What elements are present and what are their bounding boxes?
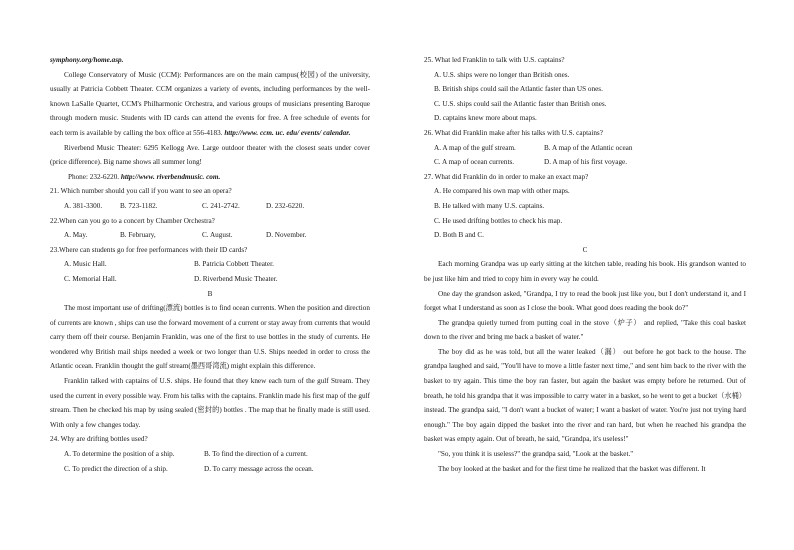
passage-c-paragraph-5: "So, you think it is useless?" the grandpa said, "Look at the basket." bbox=[438, 450, 634, 459]
q24-option-c: C. To predict the direction of a ship. bbox=[64, 464, 168, 473]
q27-option-b: B. He talked with many U.S. captains. bbox=[434, 201, 545, 210]
section-b-heading: B bbox=[207, 289, 213, 298]
question-26: 26. What did Franklin make after his talks with U.S. captains? bbox=[424, 128, 603, 137]
q25-option-b: B. British ships could sail the Atlantic faster than US ones. bbox=[434, 85, 603, 94]
question-24: 24. Why are drifting bottles used? bbox=[50, 435, 148, 444]
q23-options-row1 bbox=[50, 257, 370, 272]
passage-c-paragraph-1: Each morning Grandpa was up early sitting at the kitchen table, reading his book. His grandson wanted to be just like him and tried to copy him in every way he could. bbox=[424, 260, 746, 283]
q27-option-c: C. He used drifting bottles to check his map. bbox=[434, 216, 563, 225]
q24-options-row1 bbox=[50, 447, 370, 462]
question-22: 22.When can you go to a concert by Chamber Orchestra? bbox=[50, 216, 215, 225]
riverbend-paragraph: Riverbend Music Theater: 6295 Kellogg Ave. Large outdoor theater with the closest seats under cover (price difference). Big name shows all summer long! bbox=[50, 143, 370, 167]
q25-option-d: D. captains knew more about maps. bbox=[434, 114, 537, 123]
q21-option-c: C. 241-2742. bbox=[202, 201, 240, 210]
q26-option-c: C. A map of ocean currents. bbox=[434, 158, 515, 167]
q23-options-row2 bbox=[50, 272, 370, 287]
passage-c-paragraph-4: The boy did as he was told, but all the water leaked（漏） out before he got back to the house. The grandpa laughed and said, "You'll have to move a little faster next time," and sent him back to the river with the basket to try again. This time the boy ran faster, but again the basket was empty before he returned. Out of breath, he told his grandpa that it was impossible to carry water in a basket, so he went to get a bucket（水桶） instead. The grandpa said, "I don't want a bucket of water; I want a basket of water. You're just not trying hard enough." The boy again dipped the basket into the river and ran hard, but when he reached his grandpa the basket was empty again. Out of breath, he said, "Grandpa, it's useless!" bbox=[424, 347, 746, 444]
riverbend-phone: Phone: 232-6220. http://www. riverbendmusic. com. bbox=[68, 172, 221, 181]
q27-option-d: D. Both B and C. bbox=[434, 231, 484, 240]
section-c-heading: C bbox=[582, 245, 588, 254]
question-21: 21. Which number should you call if you want to see an opera? bbox=[50, 187, 232, 196]
question-27: 27. What did Franklin do in order to make an exact map? bbox=[424, 172, 589, 181]
q22-option-b: B. February, bbox=[120, 231, 156, 240]
passage-b-paragraph-1: The most important use of drifting(漂流) bottles is to find ocean currents. When the position and direction of currents are known , ships can use the forward movement of a current or stay away from currents that would carry them off their course. Benjamin Franklin, was one of the first to use bottles in the study of currents. He wondered why British mail ships needed a week or two longer than U.S. Ships needed in order to cross the Atlantic ocean. Franklin thought the gulf stream(墨西哥湾流) might explain this difference. bbox=[50, 304, 370, 371]
q24-option-d: D. To carry message across the ocean. bbox=[204, 464, 314, 473]
q23-option-a: A. Music Hall. bbox=[64, 260, 107, 269]
q26-option-d: D. A map of his first voyage. bbox=[544, 158, 628, 167]
right-column bbox=[424, 53, 746, 476]
q26-option-b: B. A map of the Atlantic ocean bbox=[544, 143, 633, 152]
question-23: 23.Where can students go for free performances with their ID cards? bbox=[50, 245, 248, 254]
passage-b-paragraph-2: Franklin talked with captains of U.S. ships. He found that they knew each turn of the gulf Stream. They used the current in every possible way. From his talks with the captains. Franklin made his first map of the gulf stream. Then he checked his map by using sealed (密封的) bottles . The map that he finally made is still used. With only a few changes today. bbox=[50, 377, 370, 429]
symphony-url: symphony.org/home.asp. bbox=[50, 56, 124, 64]
q23-option-b: B. Patricia Cobbett Theater. bbox=[194, 260, 274, 269]
q26-options-row1 bbox=[424, 141, 746, 156]
question-25: 25. What led Franklin to talk with U.S. captains? bbox=[424, 56, 565, 64]
q26-option-a: A. A map of the gulf stream. bbox=[434, 143, 516, 152]
q21-option-b: B. 723-1182. bbox=[120, 201, 158, 210]
q25-option-c: C. U.S. ships could sail the Atlantic faster than British ones. bbox=[434, 99, 607, 108]
q22-option-c: C. August. bbox=[202, 231, 233, 240]
left-column bbox=[50, 53, 370, 476]
q24-options-row2 bbox=[50, 462, 370, 477]
passage-c-paragraph-3: The grandpa quietly turned from putting coal in the stove（炉子） and replied, "Take this coal basket down to the river and bring me back a basket of water." bbox=[424, 318, 746, 342]
q21-option-d: D. 232-6220. bbox=[266, 201, 305, 210]
q27-option-a: A. He compared his own map with other maps. bbox=[434, 187, 570, 196]
q26-options-row2 bbox=[424, 155, 746, 170]
q22-option-d: D. November. bbox=[266, 231, 307, 240]
q24-option-a: A. To determine the position of a ship. bbox=[64, 450, 175, 459]
passage-c-paragraph-6: The boy looked at the basket and for the first time he realized that the basket was different. It bbox=[438, 464, 706, 473]
q22-option-a: A. May. bbox=[64, 231, 88, 240]
q21-option-a: A. 381-3300. bbox=[64, 201, 103, 210]
q22-options bbox=[50, 228, 370, 243]
q21-options bbox=[50, 199, 370, 214]
q23-option-c: C. Memorial Hall. bbox=[64, 274, 117, 283]
passage-c-paragraph-2: One day the grandson asked, "Grandpa, I try to read the book just like you, but I don't understand it, and I forget what I understand as soon as I close the book. What good does reading the book do?" bbox=[424, 289, 746, 313]
q25-option-a: A. U.S. ships were no longer than British ones. bbox=[434, 70, 570, 79]
ccm-paragraph: College Conservatory of Music (CCM): Performances are on the main campus(校园) of the university, usually at Patricia Cobbett Theater. CCM organizes a variety of events, including performances by the well-known LaSalle Quartet, CCM's Philharmonic Orchestra, and various groups of musicians presenting Baroque through modern music. Students with ID cards can attend the events for free. A free schedule of events for each term is available by calling the box office at 556-4183. http://www. ccm. uc. edu/ events/ calendar. bbox=[50, 70, 370, 137]
q23-option-d: D. Riverbend Music Theater. bbox=[194, 274, 278, 283]
q24-option-b: B. To find the direction of a current. bbox=[204, 450, 308, 459]
